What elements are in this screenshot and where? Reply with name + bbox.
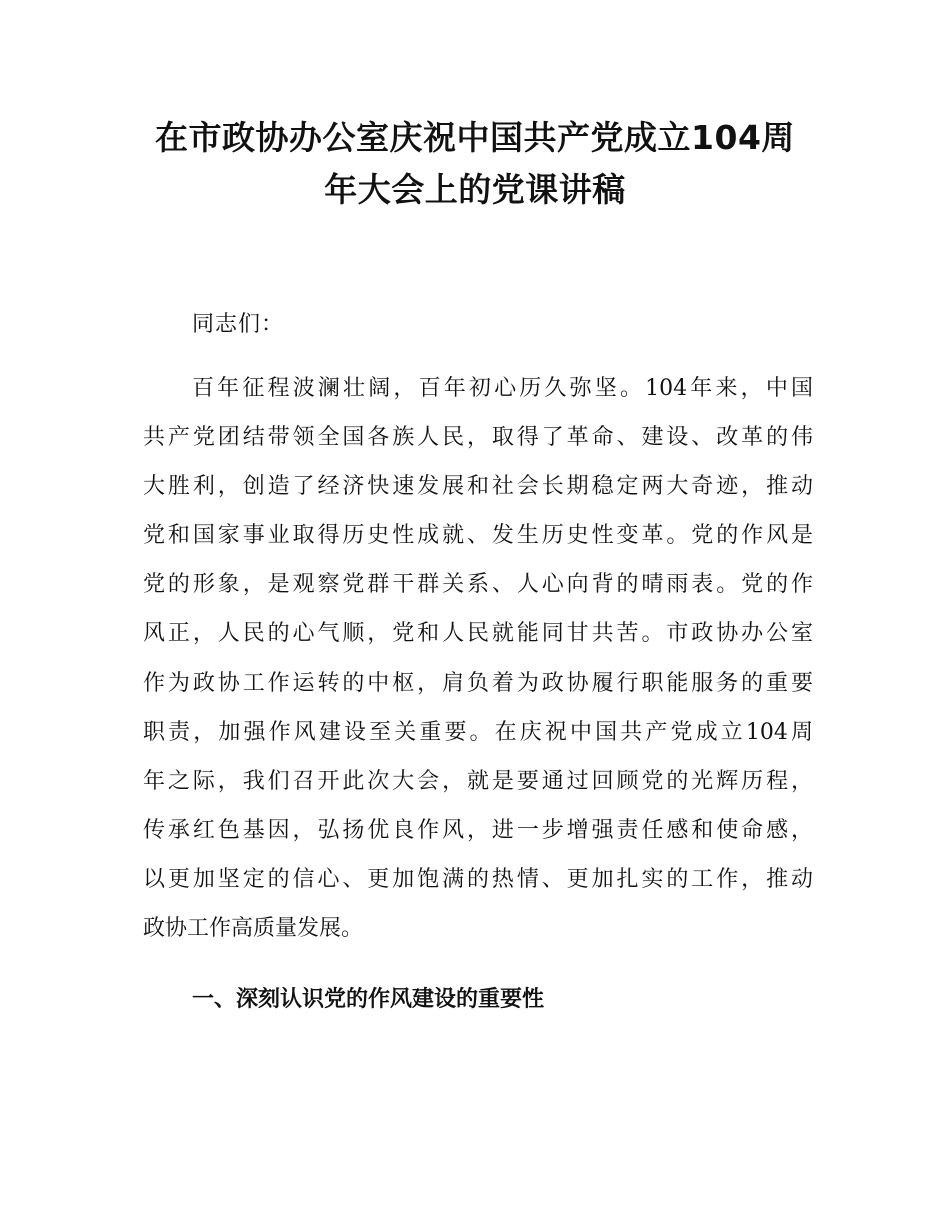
paragraph-line: 传承红色基因，弘扬优良作风，进一步增强责任感和使命感， xyxy=(143,817,813,843)
paragraph-line: 百年征程波澜壮阔，百年初心历久弥坚。104年来，中国 xyxy=(192,376,813,401)
salutation: 同志们： xyxy=(192,312,285,337)
paragraph-line: 以更加坚定的信心、更加饱满的热情、更加扎实的工作，推动 xyxy=(143,866,813,892)
paragraph-line: 大胜利，创造了经济快速发展和社会长期稳定两大奇迹，推动 xyxy=(143,474,813,500)
document-title xyxy=(120,112,830,216)
paragraph-line: 党和国家事业取得历史性成就、发生历史性变革。党的作风是 xyxy=(143,523,813,549)
paragraph-line: 职责，加强作风建设至关重要。在庆祝中国共产党成立104周 xyxy=(143,719,813,745)
title-line-1: 在市政协办公室庆祝中国共产党成立104周 xyxy=(155,118,795,157)
paragraph-line: 年之际，我们召开此次大会，就是要通过回顾党的光辉历程， xyxy=(143,768,813,794)
paragraph-line: 共产党团结带领全国各族人民，取得了革命、建设、改革的伟 xyxy=(143,425,813,451)
body-paragraph xyxy=(143,364,813,953)
paragraph-line: 风正，人民的心气顺，党和人民就能同甘共苦。市政协办公室 xyxy=(143,621,813,647)
section-heading: 一、深刻认识党的作风建设的重要性 xyxy=(192,987,545,1012)
paragraph-line: 政协工作高质量发展。 xyxy=(143,916,364,942)
paragraph-line: 作为政协工作运转的中枢，肩负着为政协履行职能服务的重要 xyxy=(143,670,813,696)
title-line-2: 年大会上的党课讲稿 xyxy=(324,170,626,209)
paragraph-line: 党的形象，是观察党群干群关系、人心向背的晴雨表。党的作 xyxy=(143,572,813,598)
